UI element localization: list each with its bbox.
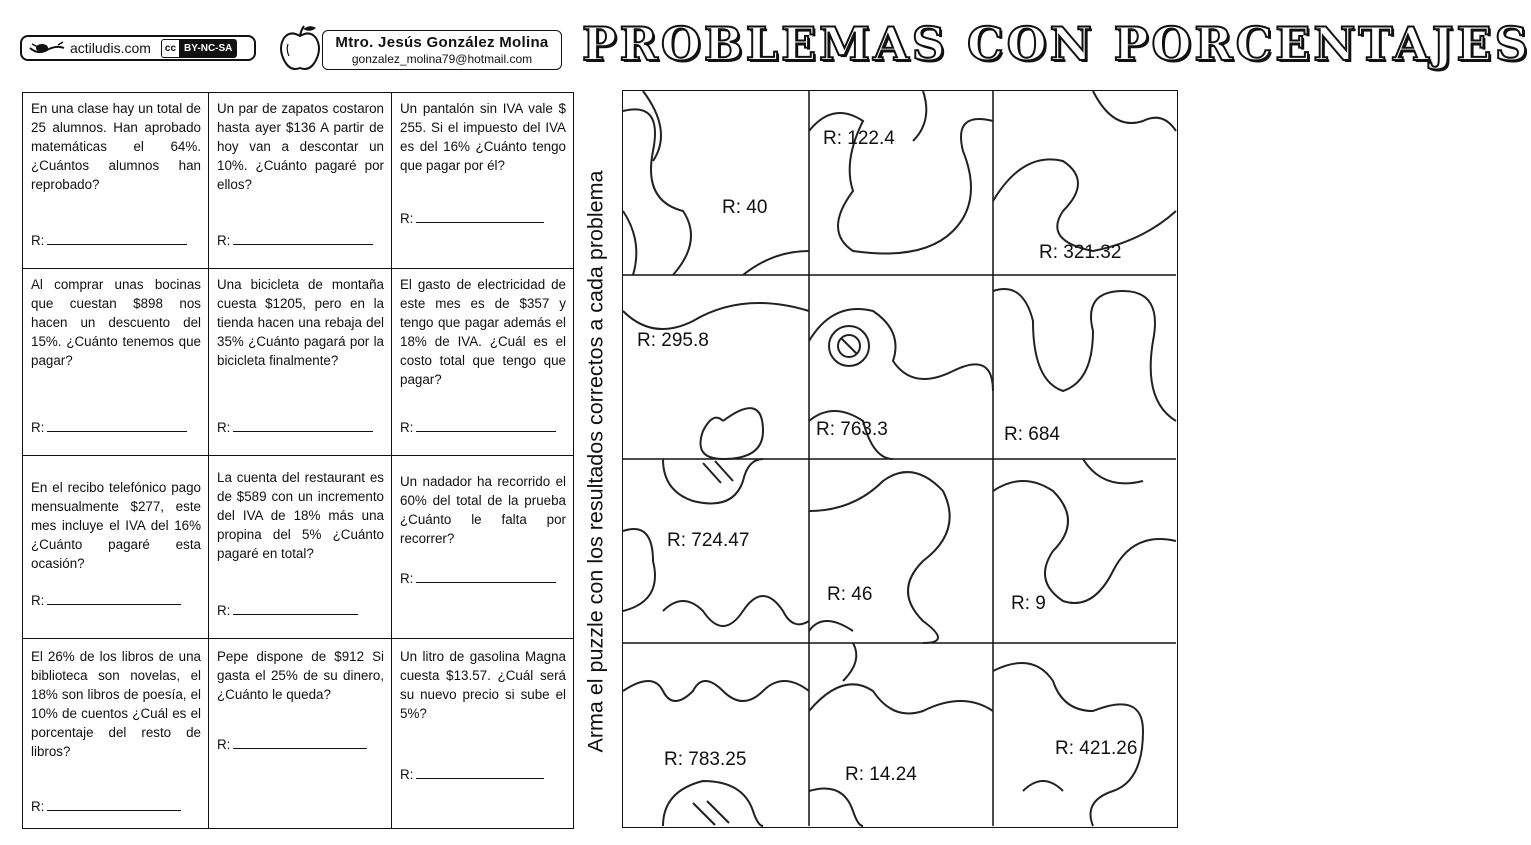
problem-text: Un par de zapatos costaron hasta ayer $136 A partir de hoy van a descontar un 10%. ¿Cuánto pagaré por ellos? (217, 101, 384, 192)
answer-field[interactable] (400, 418, 556, 437)
cc-mark: cc (162, 40, 180, 57)
page-title: PROBLEMAS CON PORCENTAJES (582, 17, 1531, 71)
license-text: BY-NC-SA (180, 40, 236, 57)
answer-field[interactable] (31, 231, 187, 250)
problem-text: Un litro de gasolina Magna cuesta $13.57. ¿Cuál será su nuevo precio si sube el 5%? (400, 649, 566, 721)
problem-text: El gasto de electricidad de este mes es de $357 y tengo que pagar además el 18% de IVA. ¿Cuál es el costo total que tengo que pagar? (400, 277, 566, 387)
answer-field[interactable] (400, 209, 544, 228)
problem-card (23, 269, 209, 456)
answer-label: R: (400, 420, 414, 435)
brand-site: actiludis.com (70, 40, 151, 56)
puzzle-answer-label: R: 763.3 (816, 419, 888, 440)
puzzle-answer-label: R: 122.4 (823, 128, 895, 149)
problem-card (392, 93, 574, 269)
puzzle-answer-label: R: 421.26 (1055, 738, 1138, 759)
problem-card (23, 456, 209, 639)
worksheet-header (0, 0, 1531, 88)
license-badge (161, 39, 237, 58)
answer-field[interactable] (217, 735, 367, 754)
puzzle-answer-label: R: 724.47 (667, 530, 750, 551)
answer-field[interactable] (217, 418, 373, 437)
instruction-text: Arma el puzzle con los resultados correctos a cada problema (583, 170, 608, 752)
problem-text: Un nadador ha recorrido el 60% del total de la prueba ¿Cuánto le falta por recorrer? (400, 474, 566, 546)
puzzle-answer-label: R: 783.25 (664, 749, 747, 770)
answer-label: R: (31, 420, 45, 435)
problem-text: Al comprar unas bocinas que cuestan $898 nos hacen un descuento del 15%. ¿Cuánto tenemos que pagar? (31, 277, 201, 368)
puzzle-answer-label: R: 684 (1004, 424, 1060, 445)
answer-label: R: (31, 799, 45, 814)
answer-field[interactable] (400, 765, 544, 784)
problem-card (392, 269, 574, 456)
problem-text: El 26% de los libros de una biblioteca son novelas, el 18% son libros de poesía, el 10% de cuentos ¿Cuál es el porcentaje del resto de libros? (31, 649, 201, 759)
answer-field[interactable] (400, 569, 556, 588)
problem-card (209, 456, 392, 639)
puzzle-answer-label: R: 9 (1011, 593, 1046, 614)
problem-text: Pepe dispone de $912 Si gasta el 25% de su dinero, ¿Cuánto le queda? (217, 649, 384, 702)
puzzle-answer-label: R: 46 (827, 584, 873, 605)
problem-card (392, 639, 574, 829)
mascot-logo-icon (28, 39, 66, 57)
problem-card (23, 639, 209, 829)
answer-label: R: (217, 420, 231, 435)
answer-label: R: (400, 571, 414, 586)
answer-label: R: (400, 767, 414, 782)
problems-grid (22, 92, 574, 829)
puzzle-artwork (623, 91, 1176, 826)
answer-label: R: (31, 593, 45, 608)
puzzle-answer-label: R: 14.24 (845, 764, 917, 785)
puzzle-answer-label: R: 295.8 (637, 330, 709, 351)
answer-field[interactable] (217, 231, 373, 250)
author-name: Mtro. Jesús González Molina (335, 34, 549, 51)
brand-badge (20, 35, 256, 61)
author-email: gonzalez_molina79@hotmail.com (351, 52, 533, 66)
problem-text: Una bicicleta de montaña cuesta $1205, pero en la tienda hacen una rebaja del 35% ¿Cuánto pagará por la bicicleta finalmente? (217, 277, 384, 368)
author-box (322, 30, 562, 70)
problem-card (209, 93, 392, 269)
answer-label: R: (217, 603, 231, 618)
problem-text: Un pantalón sin IVA vale $ 255. Si el impuesto del IVA es del 16% ¿Cuánto tengo que pagar por él? (400, 101, 566, 173)
answer-label: R: (217, 233, 231, 248)
problem-text: La cuenta del restaurant es de $589 con un incremento del IVA de 18% más una propina del 5% ¿Cuánto pagaré en total? (217, 470, 384, 561)
problem-card (23, 93, 209, 269)
answer-field[interactable] (31, 797, 181, 816)
instruction-vertical (576, 92, 616, 830)
puzzle-answer-label: R: 321.32 (1039, 242, 1122, 263)
problem-text: En el recibo telefónico pago mensualmente $277, este mes incluye el IVA del 16% ¿Cuánto pagaré esta ocasión? (31, 480, 201, 571)
puzzle-answer-label: R: 40 (722, 197, 768, 218)
puzzle-board (622, 90, 1178, 828)
problem-card (392, 456, 574, 639)
problem-text: En una clase hay un total de 25 alumnos. Han aprobado matemáticas el 64%. ¿Cuántos alumnos han reprobado? (31, 101, 201, 192)
answer-label: R: (217, 737, 231, 752)
problem-card (209, 639, 392, 829)
answer-field[interactable] (217, 601, 358, 620)
answer-field[interactable] (31, 418, 187, 437)
answer-label: R: (400, 211, 414, 226)
apple-icon (276, 22, 324, 74)
answer-label: R: (31, 233, 45, 248)
answer-field[interactable] (31, 591, 181, 610)
problem-card (209, 269, 392, 456)
